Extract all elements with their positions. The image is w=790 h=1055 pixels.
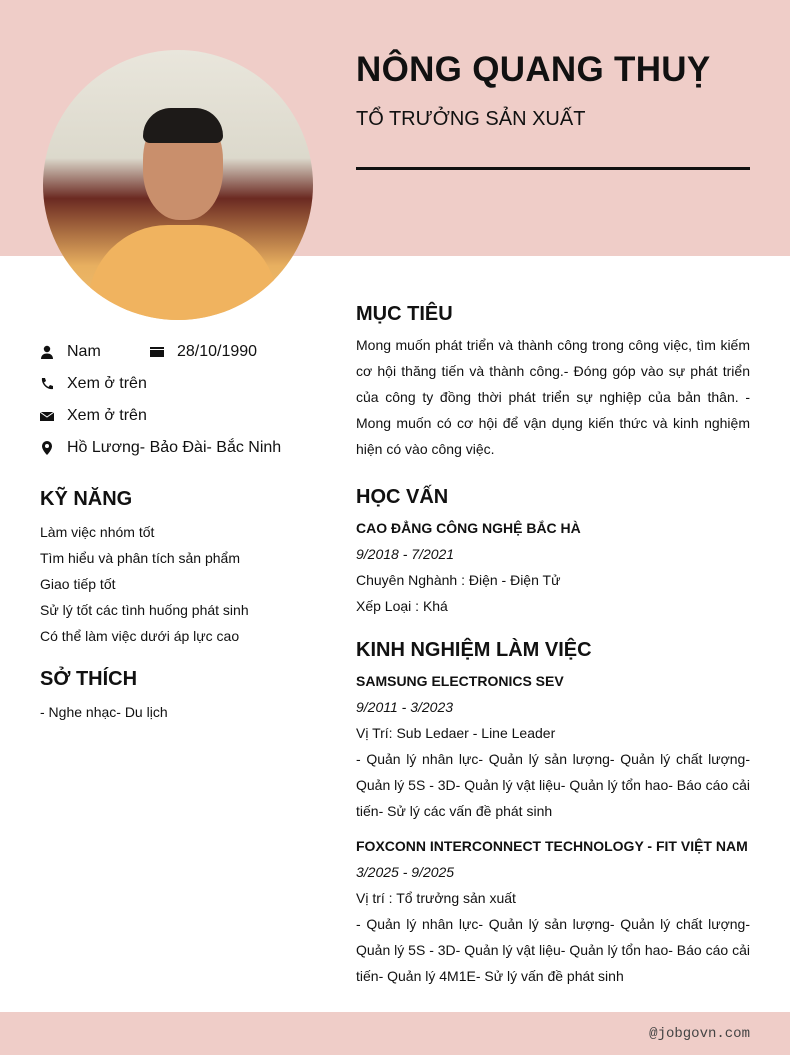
job-date: 9/2011 - 3/2023 (356, 699, 454, 715)
candidate-title: TỔ TRƯỞNG SẢN XUẤT (356, 108, 586, 130)
email-row (40, 407, 147, 425)
objective-heading: MỤC TIÊU (356, 303, 453, 325)
mail-icon (40, 409, 54, 423)
gender: Nam (67, 343, 101, 360)
address-row (40, 439, 281, 457)
job-description: - Quản lý nhân lực- Quản lý sản lượng- Quản lý chất lượng- Quản lý 5S - 3D- Quản lý vật liệu- Quản lý tổn hao- Báo cáo cải tiến- Quản lý 4M1E- Sử lý vấn đề phát sinh (356, 916, 750, 984)
location-pin-icon (40, 441, 54, 455)
job-description: - Quản lý nhân lực- Quản lý sản lượng- Quản lý chất lượng- Quản lý 5S - 3D- Quản lý vật liệu- Quản lý tổn hao- Báo cáo cải tiến- Sử lý các vấn đề phát sinh (356, 751, 750, 819)
divider (356, 167, 750, 170)
hobbies-text: - Nghe nhạc- Du lịch (40, 704, 168, 720)
hobbies-heading: SỞ THÍCH (40, 668, 138, 690)
gender-row (40, 343, 101, 361)
school-name: CAO ĐẲNG CÔNG NGHỆ BẮC HÀ (356, 520, 581, 536)
skill-item: Giao tiếp tốt (40, 576, 116, 592)
experience-heading: KINH NGHIỆM LÀM VIỆC (356, 639, 592, 661)
skill-item: Tìm hiểu và phân tích sản phẩm (40, 550, 240, 566)
education-entry (356, 515, 750, 619)
job-position: Vị trí : Tổ trưởng sản xuất (356, 890, 516, 906)
profile-photo (43, 50, 313, 320)
job-date: 3/2025 - 9/2025 (356, 864, 455, 880)
dob: 28/10/1990 (177, 343, 258, 360)
education-heading: HỌC VẤN (356, 486, 449, 508)
skill-item: Sử lý tốt các tình huống phát sinh (40, 602, 249, 618)
job-entry (356, 668, 750, 824)
phone: Xem ở trên (67, 375, 147, 392)
calendar-icon (150, 345, 164, 359)
job-position: Vị Trí: Sub Ledaer - Line Leader (356, 725, 556, 741)
skill-item: Có thể làm việc dưới áp lực cao (40, 628, 240, 644)
education-major: Chuyên Nghành : Điện - Điện Tử (356, 572, 561, 588)
job-entry (356, 833, 750, 989)
skills-list (40, 519, 249, 649)
person-icon (40, 345, 54, 359)
watermark: @jobgovn.com (649, 1026, 750, 1042)
footer-band (0, 1012, 790, 1055)
education-grade: Xếp Loại : Khá (356, 598, 448, 614)
company-name: FOXCONN INTERCONNECT TECHNOLOGY - FIT VIỆT NAM (356, 838, 748, 854)
education-date: 9/2018 - 7/2021 (356, 546, 455, 562)
candidate-name: NÔNG QUANG THUỴ (356, 50, 711, 89)
phone-icon (40, 377, 54, 391)
skill-item: Làm việc nhóm tốt (40, 524, 155, 540)
skills-heading: KỸ NĂNG (40, 488, 133, 510)
company-name: SAMSUNG ELECTRONICS SEV (356, 673, 564, 689)
address: Hồ Lương- Bảo Đài- Bắc Ninh (67, 439, 282, 456)
email: Xem ở trên (67, 407, 147, 424)
dob-row (150, 343, 257, 361)
objective-text: Mong muốn phát triển và thành công trong công việc, tìm kiếm cơ hội thăng tiến và thành công.- Đóng góp vào sự phát triển của công ty đồng thời phát triển sự nghiệp của bản thân. - Mong muốn có cơ hội để vận dụng kiến thức và kinh nghiệm hiện có vào công việc. (356, 337, 750, 457)
phone-row (40, 375, 147, 393)
